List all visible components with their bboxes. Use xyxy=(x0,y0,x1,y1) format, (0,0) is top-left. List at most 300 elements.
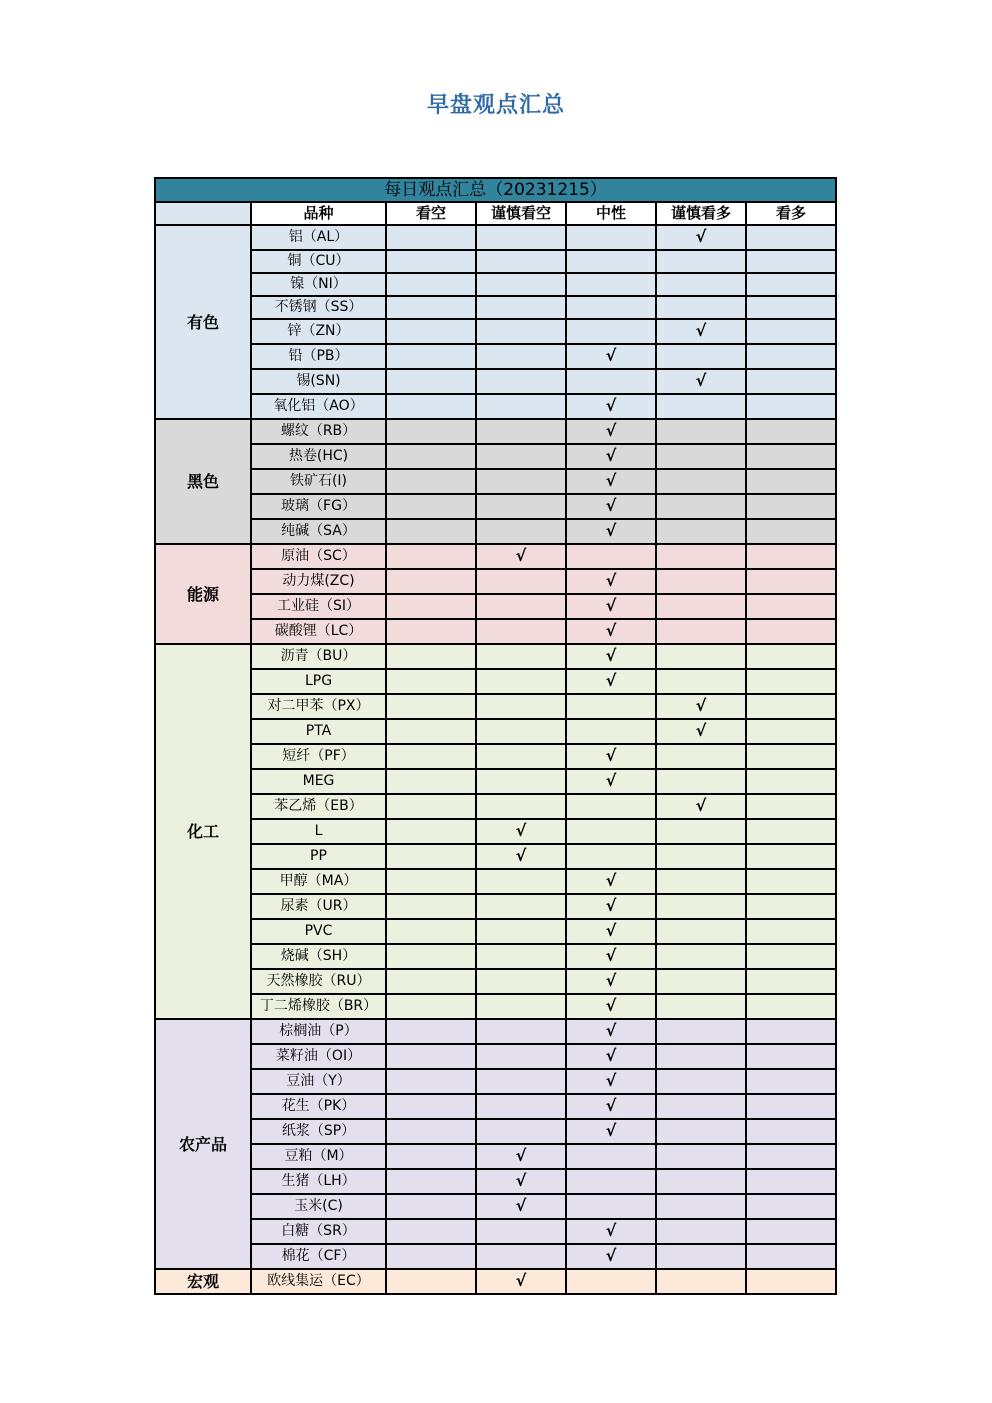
check-mark: √ xyxy=(695,696,707,715)
view-cell-bearish xyxy=(386,619,476,644)
table-row xyxy=(155,894,836,919)
view-cell-bearish xyxy=(386,344,476,369)
table-row xyxy=(155,494,836,519)
view-cell-bearish xyxy=(386,944,476,969)
table-row xyxy=(155,444,836,469)
variety-cell: 生猪（LH） xyxy=(251,1169,386,1194)
view-cell-cautious-bearish xyxy=(476,894,566,919)
table-row xyxy=(155,569,836,594)
view-cell-bearish xyxy=(386,919,476,944)
header-bullish: 看多 xyxy=(746,202,836,225)
view-cell-cautious-bullish xyxy=(656,394,746,419)
view-cell-neutral xyxy=(566,1069,656,1094)
view-cell-cautious-bullish xyxy=(656,769,746,794)
view-cell-neutral xyxy=(566,494,656,519)
view-cell-bearish xyxy=(386,1119,476,1144)
variety-cell: 螺纹（RB） xyxy=(251,419,386,444)
view-cell-bullish xyxy=(746,969,836,994)
table-row xyxy=(155,869,836,894)
view-cell-cautious-bearish xyxy=(476,819,566,844)
category-cell: 有色 xyxy=(155,225,251,419)
check-mark: √ xyxy=(605,471,617,490)
variety-cell: 欧线集运（EC） xyxy=(251,1269,386,1294)
view-cell-cautious-bearish xyxy=(476,594,566,619)
view-cell-bullish xyxy=(746,544,836,569)
view-cell-bullish xyxy=(746,644,836,669)
view-cell-cautious-bearish xyxy=(476,1244,566,1269)
view-cell-cautious-bearish xyxy=(476,1044,566,1069)
variety-cell: 热卷(HC) xyxy=(251,444,386,469)
view-cell-neutral xyxy=(566,1119,656,1144)
header-neutral: 中性 xyxy=(566,202,656,225)
view-cell-bullish xyxy=(746,569,836,594)
view-cell-cautious-bearish xyxy=(476,1194,566,1219)
view-cell-cautious-bullish xyxy=(656,544,746,569)
variety-cell: MEG xyxy=(251,769,386,794)
view-cell-neutral xyxy=(566,1144,656,1169)
view-cell-bearish xyxy=(386,819,476,844)
category-cell: 宏观 xyxy=(155,1269,251,1294)
view-cell-bullish xyxy=(746,819,836,844)
view-cell-bearish xyxy=(386,494,476,519)
table-row xyxy=(155,744,836,769)
view-cell-bullish xyxy=(746,469,836,494)
view-cell-cautious-bullish xyxy=(656,994,746,1019)
check-mark: √ xyxy=(695,321,707,340)
view-cell-bearish xyxy=(386,594,476,619)
view-cell-neutral xyxy=(566,225,656,250)
view-cell-neutral xyxy=(566,1044,656,1069)
check-mark: √ xyxy=(605,521,617,540)
variety-cell: 镍（NI） xyxy=(251,273,386,296)
view-cell-bearish xyxy=(386,250,476,273)
check-mark: √ xyxy=(695,721,707,740)
view-cell-cautious-bullish xyxy=(656,519,746,544)
view-cell-cautious-bullish xyxy=(656,919,746,944)
view-cell-cautious-bullish xyxy=(656,250,746,273)
view-cell-cautious-bullish xyxy=(656,894,746,919)
view-cell-neutral xyxy=(566,1269,656,1294)
variety-cell: 菜籽油（OI） xyxy=(251,1044,386,1069)
view-cell-neutral xyxy=(566,296,656,319)
view-cell-cautious-bearish xyxy=(476,1069,566,1094)
view-cell-bullish xyxy=(746,1169,836,1194)
table-row xyxy=(155,1169,836,1194)
table-row xyxy=(155,844,836,869)
view-cell-bearish xyxy=(386,1069,476,1094)
table-banner: 每日观点汇总（20231215） xyxy=(155,178,836,202)
view-cell-bullish xyxy=(746,419,836,444)
view-cell-cautious-bearish xyxy=(476,1144,566,1169)
table-row xyxy=(155,994,836,1019)
view-cell-cautious-bullish xyxy=(656,1019,746,1044)
table-row xyxy=(155,419,836,444)
table-row xyxy=(155,944,836,969)
view-cell-bullish xyxy=(746,1119,836,1144)
banner-row xyxy=(155,178,836,202)
view-cell-cautious-bearish xyxy=(476,1269,566,1294)
view-cell-cautious-bearish xyxy=(476,844,566,869)
view-cell-cautious-bullish xyxy=(656,1244,746,1269)
variety-cell: 氧化铝（AO） xyxy=(251,394,386,419)
view-cell-neutral xyxy=(566,1169,656,1194)
view-cell-cautious-bullish xyxy=(656,669,746,694)
view-cell-cautious-bearish xyxy=(476,519,566,544)
check-mark: √ xyxy=(515,846,527,865)
table-row xyxy=(155,1094,836,1119)
variety-cell: L xyxy=(251,819,386,844)
view-cell-bearish xyxy=(386,544,476,569)
variety-cell: 白糖（SR） xyxy=(251,1219,386,1244)
table-row xyxy=(155,719,836,744)
view-cell-cautious-bearish xyxy=(476,419,566,444)
page-title: 早盘观点汇总 xyxy=(426,93,565,118)
view-cell-cautious-bullish xyxy=(656,1069,746,1094)
view-cell-cautious-bullish xyxy=(656,344,746,369)
view-cell-neutral xyxy=(566,394,656,419)
variety-cell: 棕榈油（P） xyxy=(251,1019,386,1044)
variety-cell: 丁二烯橡胶（BR） xyxy=(251,994,386,1019)
view-cell-bearish xyxy=(386,1269,476,1294)
view-cell-neutral xyxy=(566,1219,656,1244)
table-row xyxy=(155,225,836,250)
table-row xyxy=(155,1069,836,1094)
view-cell-cautious-bullish xyxy=(656,494,746,519)
view-cell-cautious-bullish xyxy=(656,569,746,594)
view-cell-bearish xyxy=(386,225,476,250)
check-mark: √ xyxy=(605,1021,617,1040)
check-mark: √ xyxy=(695,796,707,815)
variety-cell: 苯乙烯（EB） xyxy=(251,794,386,819)
variety-cell: 棉花（CF） xyxy=(251,1244,386,1269)
table-row xyxy=(155,369,836,394)
view-cell-cautious-bearish xyxy=(476,369,566,394)
view-cell-bearish xyxy=(386,869,476,894)
view-cell-cautious-bullish xyxy=(656,273,746,296)
view-cell-cautious-bullish xyxy=(656,1269,746,1294)
view-cell-bearish xyxy=(386,669,476,694)
variety-cell: 烧碱（SH） xyxy=(251,944,386,969)
table-row xyxy=(155,394,836,419)
table-row xyxy=(155,594,836,619)
view-cell-bearish xyxy=(386,744,476,769)
table-row xyxy=(155,1194,836,1219)
view-cell-neutral xyxy=(566,769,656,794)
view-cell-cautious-bearish xyxy=(476,544,566,569)
check-mark: √ xyxy=(515,1146,527,1165)
check-mark: √ xyxy=(605,1096,617,1115)
view-cell-neutral xyxy=(566,419,656,444)
view-cell-cautious-bearish xyxy=(476,994,566,1019)
view-cell-neutral xyxy=(566,794,656,819)
view-cell-neutral xyxy=(566,894,656,919)
table-row xyxy=(155,619,836,644)
view-cell-bearish xyxy=(386,369,476,394)
table-row xyxy=(155,544,836,569)
view-cell-bullish xyxy=(746,1019,836,1044)
table-row xyxy=(155,969,836,994)
view-cell-cautious-bearish xyxy=(476,1169,566,1194)
view-cell-bullish xyxy=(746,719,836,744)
variety-cell: 甲醇（MA） xyxy=(251,869,386,894)
view-cell-cautious-bullish xyxy=(656,469,746,494)
view-cell-cautious-bearish xyxy=(476,944,566,969)
check-mark: √ xyxy=(605,621,617,640)
view-cell-bearish xyxy=(386,569,476,594)
check-mark: √ xyxy=(695,371,707,390)
variety-cell: 花生（PK） xyxy=(251,1094,386,1119)
view-cell-cautious-bullish xyxy=(656,1219,746,1244)
view-cell-bullish xyxy=(746,794,836,819)
view-cell-cautious-bullish xyxy=(656,1119,746,1144)
view-cell-bullish xyxy=(746,919,836,944)
view-cell-bullish xyxy=(746,319,836,344)
view-cell-cautious-bearish xyxy=(476,319,566,344)
table-row xyxy=(155,250,836,273)
view-cell-cautious-bearish xyxy=(476,444,566,469)
view-cell-neutral xyxy=(566,273,656,296)
variety-cell: 碳酸锂（LC） xyxy=(251,619,386,644)
table-row xyxy=(155,1044,836,1069)
view-cell-bullish xyxy=(746,944,836,969)
table-row xyxy=(155,1269,836,1294)
view-cell-bullish xyxy=(746,444,836,469)
view-cell-bearish xyxy=(386,1044,476,1069)
table-row xyxy=(155,644,836,669)
view-cell-bearish xyxy=(386,1244,476,1269)
view-cell-bullish xyxy=(746,844,836,869)
summary-table-container xyxy=(154,177,837,1295)
variety-cell: 玻璃（FG） xyxy=(251,494,386,519)
header-bearish: 看空 xyxy=(386,202,476,225)
view-cell-bullish xyxy=(746,1194,836,1219)
category-cell: 农产品 xyxy=(155,1019,251,1269)
view-cell-bearish xyxy=(386,1169,476,1194)
view-cell-neutral xyxy=(566,719,656,744)
check-mark: √ xyxy=(605,421,617,440)
variety-cell: PTA xyxy=(251,719,386,744)
view-cell-neutral xyxy=(566,1094,656,1119)
view-cell-cautious-bullish xyxy=(656,969,746,994)
check-mark: √ xyxy=(605,1046,617,1065)
variety-cell: LPG xyxy=(251,669,386,694)
view-cell-bearish xyxy=(386,769,476,794)
header-spacer xyxy=(155,202,251,225)
view-cell-bearish xyxy=(386,319,476,344)
view-cell-neutral xyxy=(566,919,656,944)
table-row xyxy=(155,296,836,319)
view-cell-neutral xyxy=(566,344,656,369)
table-row xyxy=(155,319,836,344)
view-cell-bearish xyxy=(386,469,476,494)
check-mark: √ xyxy=(605,971,617,990)
view-cell-cautious-bullish xyxy=(656,1169,746,1194)
view-cell-cautious-bearish xyxy=(476,969,566,994)
view-cell-bullish xyxy=(746,1219,836,1244)
view-cell-cautious-bullish xyxy=(656,644,746,669)
view-cell-bullish xyxy=(746,594,836,619)
check-mark: √ xyxy=(605,446,617,465)
variety-cell: 纯碱（SA） xyxy=(251,519,386,544)
variety-cell: 尿素（UR） xyxy=(251,894,386,919)
view-cell-cautious-bullish xyxy=(656,694,746,719)
variety-cell: 铅（PB） xyxy=(251,344,386,369)
header-cautious-bullish: 谨慎看多 xyxy=(656,202,746,225)
check-mark: √ xyxy=(605,596,617,615)
check-mark: √ xyxy=(605,921,617,940)
table-row xyxy=(155,1244,836,1269)
variety-cell: 豆油（Y） xyxy=(251,1069,386,1094)
view-cell-bearish xyxy=(386,419,476,444)
view-cell-bullish xyxy=(746,225,836,250)
view-cell-neutral xyxy=(566,619,656,644)
variety-cell: 对二甲苯（PX） xyxy=(251,694,386,719)
view-cell-bullish xyxy=(746,619,836,644)
daily-views-table xyxy=(154,177,837,1295)
variety-cell: 沥青（BU） xyxy=(251,644,386,669)
view-cell-bearish xyxy=(386,794,476,819)
table-row xyxy=(155,273,836,296)
view-cell-cautious-bearish xyxy=(476,794,566,819)
variety-cell: 工业硅（SI） xyxy=(251,594,386,619)
view-cell-cautious-bullish xyxy=(656,1144,746,1169)
check-mark: √ xyxy=(605,771,617,790)
view-cell-cautious-bearish xyxy=(476,1219,566,1244)
category-cell: 化工 xyxy=(155,644,251,1019)
view-cell-neutral xyxy=(566,1019,656,1044)
view-cell-cautious-bearish xyxy=(476,694,566,719)
view-cell-bullish xyxy=(746,694,836,719)
table-row xyxy=(155,1119,836,1144)
view-cell-neutral xyxy=(566,369,656,394)
table-row xyxy=(155,1144,836,1169)
view-cell-neutral xyxy=(566,1244,656,1269)
view-cell-cautious-bearish xyxy=(476,669,566,694)
view-cell-bullish xyxy=(746,994,836,1019)
view-cell-bearish xyxy=(386,273,476,296)
table-row xyxy=(155,919,836,944)
view-cell-cautious-bullish xyxy=(656,719,746,744)
table-row xyxy=(155,469,836,494)
variety-cell: 铜（CU） xyxy=(251,250,386,273)
view-cell-neutral xyxy=(566,644,656,669)
check-mark: √ xyxy=(605,1221,617,1240)
check-mark: √ xyxy=(605,1246,617,1265)
view-cell-cautious-bearish xyxy=(476,296,566,319)
view-cell-bullish xyxy=(746,1269,836,1294)
view-cell-bearish xyxy=(386,1019,476,1044)
check-mark: √ xyxy=(605,496,617,515)
view-cell-bearish xyxy=(386,994,476,1019)
view-cell-cautious-bearish xyxy=(476,494,566,519)
view-cell-cautious-bullish xyxy=(656,369,746,394)
view-cell-cautious-bullish xyxy=(656,819,746,844)
view-cell-bullish xyxy=(746,1069,836,1094)
view-cell-bullish xyxy=(746,369,836,394)
view-cell-cautious-bearish xyxy=(476,919,566,944)
view-cell-bearish xyxy=(386,394,476,419)
category-cell: 黑色 xyxy=(155,419,251,544)
view-cell-cautious-bearish xyxy=(476,744,566,769)
view-cell-cautious-bullish xyxy=(656,1194,746,1219)
view-cell-neutral xyxy=(566,519,656,544)
variety-cell: 铁矿石(I) xyxy=(251,469,386,494)
table-row xyxy=(155,669,836,694)
table-row xyxy=(155,694,836,719)
view-cell-neutral xyxy=(566,469,656,494)
view-cell-bearish xyxy=(386,1094,476,1119)
view-cell-cautious-bullish xyxy=(656,619,746,644)
view-cell-bullish xyxy=(746,894,836,919)
view-cell-cautious-bearish xyxy=(476,1119,566,1144)
check-mark: √ xyxy=(605,396,617,415)
view-cell-bullish xyxy=(746,769,836,794)
variety-cell: 锡(SN) xyxy=(251,369,386,394)
view-cell-cautious-bearish xyxy=(476,394,566,419)
variety-cell: 不锈钢（SS） xyxy=(251,296,386,319)
view-cell-neutral xyxy=(566,319,656,344)
view-cell-bullish xyxy=(746,494,836,519)
check-mark: √ xyxy=(605,671,617,690)
category-cell: 能源 xyxy=(155,544,251,644)
view-cell-bullish xyxy=(746,744,836,769)
variety-cell: 动力煤(ZC) xyxy=(251,569,386,594)
table-row xyxy=(155,819,836,844)
view-cell-cautious-bullish xyxy=(656,594,746,619)
view-cell-neutral xyxy=(566,594,656,619)
view-cell-cautious-bullish xyxy=(656,844,746,869)
variety-cell: 短纤（PF） xyxy=(251,744,386,769)
check-mark: √ xyxy=(515,546,527,565)
view-cell-cautious-bearish xyxy=(476,469,566,494)
check-mark: √ xyxy=(605,896,617,915)
variety-cell: 锌（ZN） xyxy=(251,319,386,344)
header-cautious-bearish: 谨慎看空 xyxy=(476,202,566,225)
view-cell-neutral xyxy=(566,694,656,719)
view-cell-bearish xyxy=(386,444,476,469)
table-row xyxy=(155,519,836,544)
view-cell-bullish xyxy=(746,869,836,894)
check-mark: √ xyxy=(515,1171,527,1190)
check-mark: √ xyxy=(605,346,617,365)
table-row xyxy=(155,769,836,794)
variety-cell: 纸浆（SP） xyxy=(251,1119,386,1144)
view-cell-neutral xyxy=(566,569,656,594)
view-cell-bearish xyxy=(386,894,476,919)
variety-cell: 铝（AL） xyxy=(251,225,386,250)
view-cell-bullish xyxy=(746,1044,836,1069)
table-row xyxy=(155,1019,836,1044)
view-cell-neutral xyxy=(566,250,656,273)
view-cell-cautious-bearish xyxy=(476,273,566,296)
view-cell-cautious-bearish xyxy=(476,1019,566,1044)
view-cell-bullish xyxy=(746,296,836,319)
check-mark: √ xyxy=(515,821,527,840)
view-cell-bearish xyxy=(386,694,476,719)
view-cell-neutral xyxy=(566,994,656,1019)
view-cell-neutral xyxy=(566,844,656,869)
view-cell-bullish xyxy=(746,669,836,694)
view-cell-bearish xyxy=(386,519,476,544)
view-cell-cautious-bullish xyxy=(656,225,746,250)
view-cell-neutral xyxy=(566,819,656,844)
view-cell-bullish xyxy=(746,273,836,296)
view-cell-bearish xyxy=(386,844,476,869)
view-cell-cautious-bearish xyxy=(476,1094,566,1119)
view-cell-neutral xyxy=(566,944,656,969)
check-mark: √ xyxy=(605,746,617,765)
variety-cell: PVC xyxy=(251,919,386,944)
